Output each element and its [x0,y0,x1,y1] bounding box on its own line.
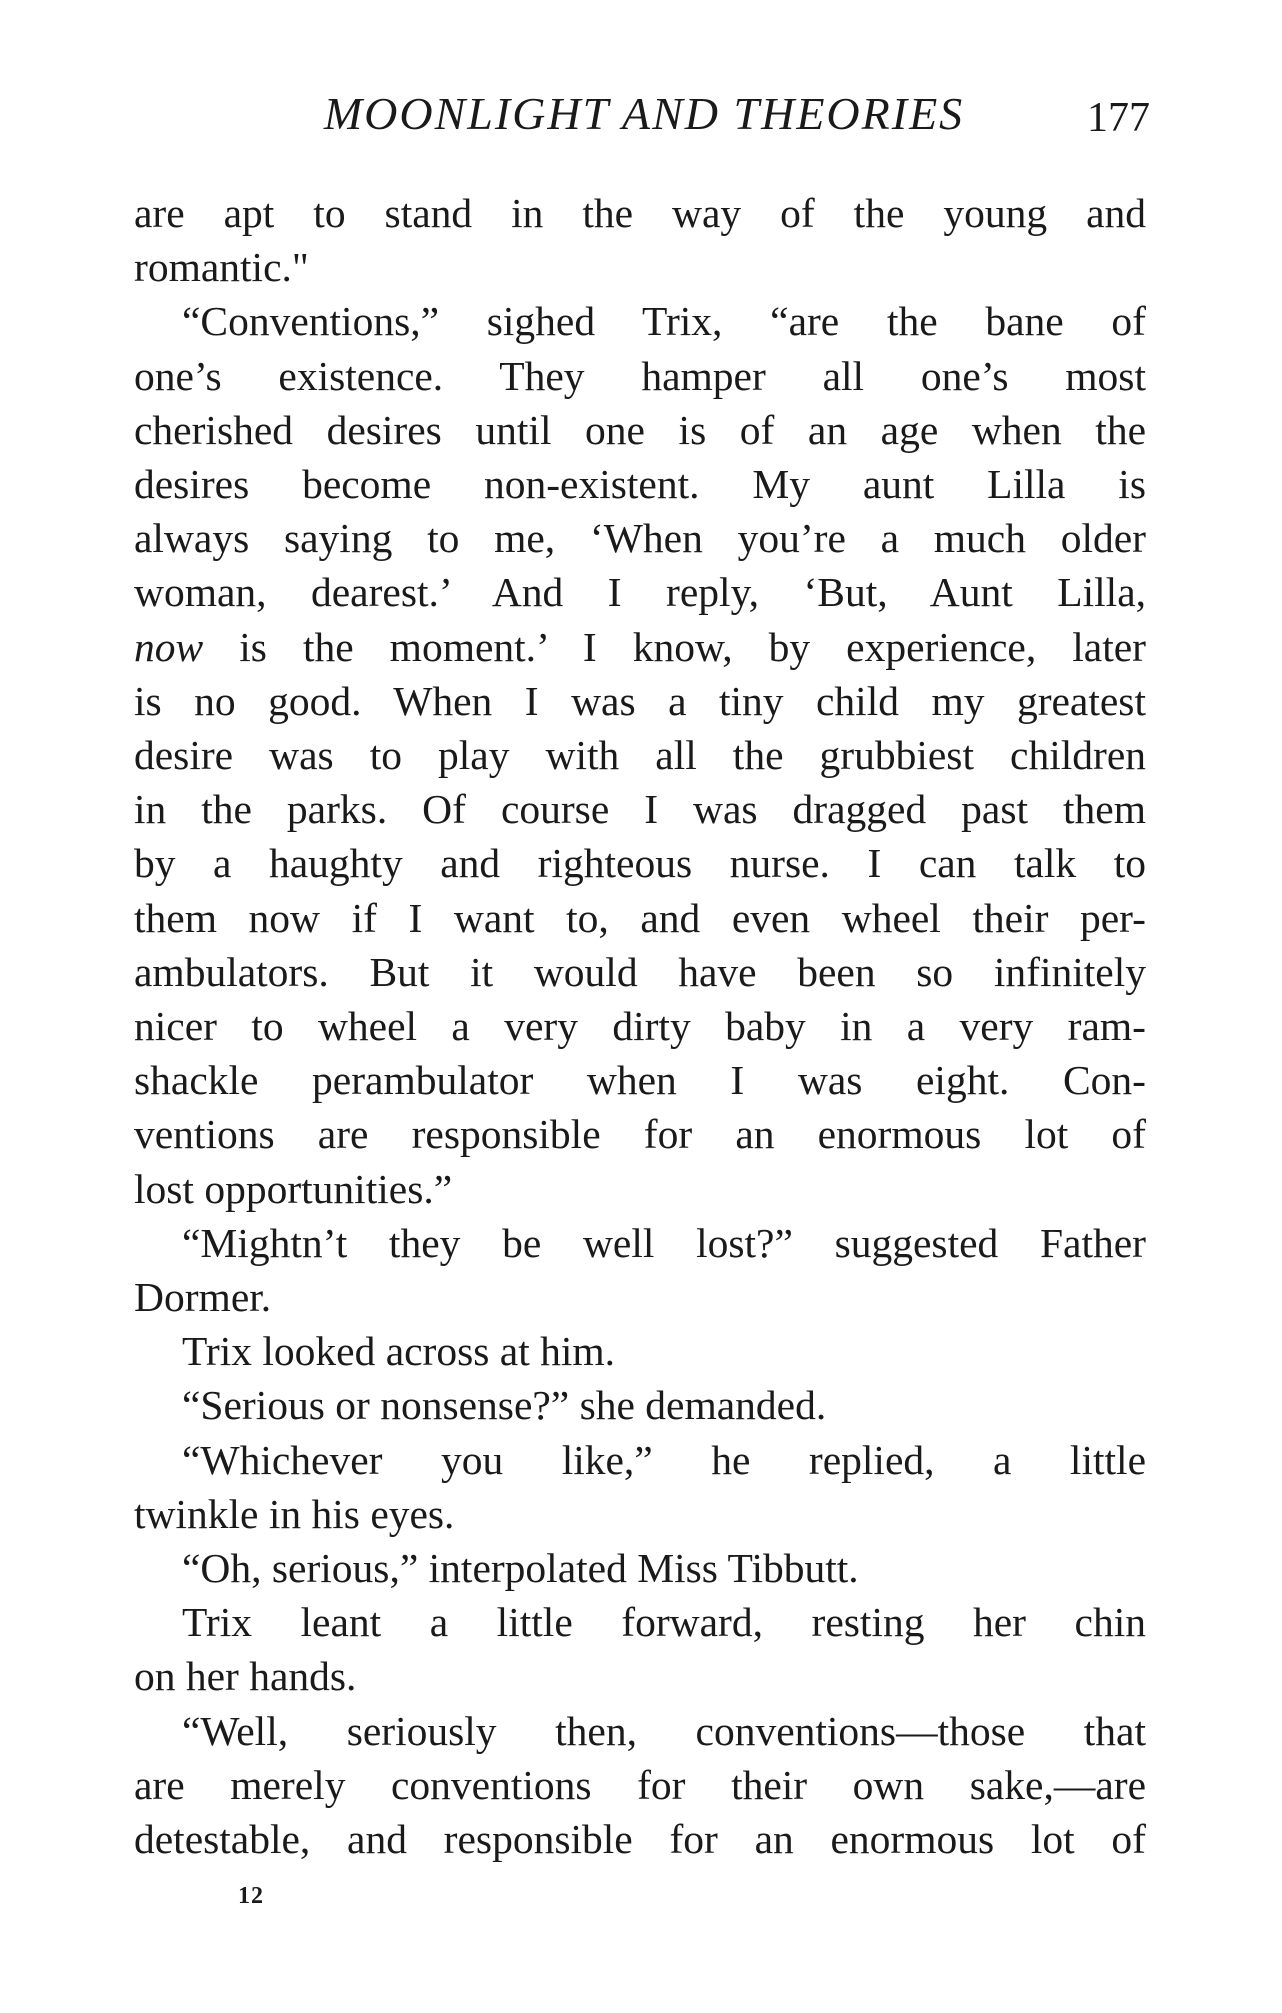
text-line: ventions are responsible for an enormous lot of [134,1111,1146,1158]
text-line: are merely conventions for their own sake,—are [134,1761,1146,1808]
text-line: detestable, and responsible for an enormous lot of [134,1816,1146,1863]
text-line: cherished desires until one is of an age when the [134,406,1146,453]
text-line: desire was to play with all the grubbiest children [134,732,1146,779]
text-line: shackle perambulator when I was eight. Con- [134,1057,1146,1104]
text-line: Trix looked across at him. [182,1328,616,1375]
text-line: “Conventions,” sighed Trix, “are the bane of [182,298,1146,345]
emphasis-text: now [134,623,204,670]
text-line: Trix leant a little forward, resting her chin [182,1599,1146,1646]
text-line: desires become non-existent. My aunt Lilla is [134,461,1146,508]
text-line: woman, dearest.’ And I reply, ‘But, Aunt Lilla, [134,569,1146,616]
text-line: always saying to me, ‘When you’re a much older [134,515,1146,562]
text-line: “Mightn’t they be well lost?” suggested Father [182,1219,1146,1266]
text-line: “Well, seriously then, conventions—those that [182,1707,1146,1754]
text-line: Dormer. [134,1274,272,1321]
text-line: one’s existence. They hamper all one’s most [134,352,1146,399]
text-line: “Oh, serious,” interpolated Miss Tibbutt. [182,1545,859,1592]
running-title: MOONLIGHT AND THEORIES [323,88,965,139]
text-line: twinkle in his eyes. [134,1490,455,1537]
text-line: lost opportunities.” [134,1165,453,1212]
text-line-rest: is the moment.’ I know, by experience, later [203,623,1146,670]
text-line: “Whichever you like,” he replied, a little [182,1436,1146,1483]
text-line: ambulators. But it would have been so infinitely [134,948,1146,995]
body-text [134,186,1146,1866]
text-line: romantic." [134,244,309,291]
text-line: by a haughty and righteous nurse. I can talk to [134,840,1146,887]
text-line: are apt to stand in the way of the young and [134,190,1146,236]
text-line: them now if I want to, and even wheel their per- [134,894,1146,941]
page-number: 177 [1087,95,1150,141]
signature-mark: 12 [238,1883,264,1909]
text-line [134,620,1146,674]
text-line: “Serious or nonsense?” she demanded. [182,1382,827,1429]
text-line: nicer to wheel a very dirty baby in a very ram- [134,1003,1146,1050]
text-line: is no good. When I was a tiny child my greatest [134,677,1146,724]
running-head [134,84,1150,144]
text-line: in the parks. Of course I was dragged past them [134,786,1146,833]
text-line: on her hands. [134,1653,357,1700]
